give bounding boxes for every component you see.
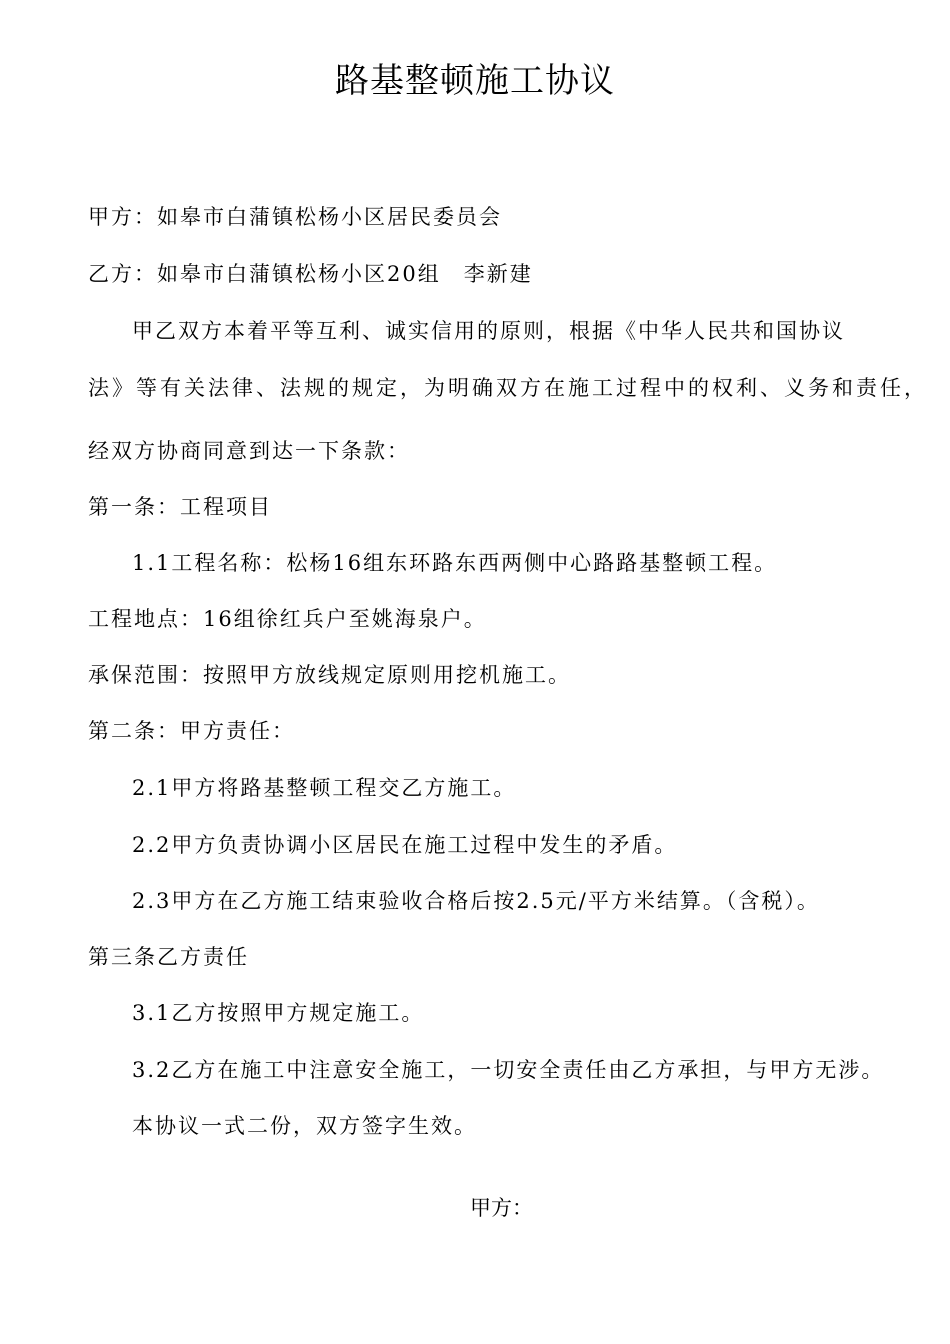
party-b-line: 乙方：如皋市白蒲镇松杨小区20组 李新建 xyxy=(88,262,533,286)
signature-label-party-a: 甲方： xyxy=(470,1196,533,1220)
closing-statement: 本协议一式二份，双方签字生效。 xyxy=(132,1114,477,1138)
party-a-line: 甲方：如皋市白蒲镇松杨小区居民委员会 xyxy=(88,205,502,229)
article-3-item-2: 3.2乙方在施工中注意安全施工，一切安全责任由乙方承担，与甲方无涉。 xyxy=(132,1058,885,1082)
preamble-line-1: 甲乙双方本着平等互利、诚实信用的原则，根据《中华人民共和国协议 xyxy=(132,319,845,343)
article-1-item-1: 1.1工程名称：松杨16组东环路东西两侧中心路路基整顿工程。 xyxy=(132,551,778,575)
article-2-item-3: 2.3甲方在乙方施工结束验收合格后按2.5元/平方米结算。（含税）。 xyxy=(132,889,820,913)
preamble-line-3: 经双方协商同意到达一下条款： xyxy=(88,439,410,463)
article-2-item-1: 2.1甲方将路基整顿工程交乙方施工。 xyxy=(132,776,517,800)
article-2-item-2: 2.2甲方负责协调小区居民在施工过程中发生的矛盾。 xyxy=(132,833,678,857)
article-1-item-2: 工程地点：16组徐红兵户至姚海泉户。 xyxy=(88,607,487,631)
preamble-line-2: 法》等有关法律、法规的规定，为明确双方在施工过程中的权利、义务和责任， xyxy=(88,376,928,400)
document-title: 路基整顿施工协议 xyxy=(335,61,615,101)
article-3-heading: 第三条乙方责任 xyxy=(88,945,249,969)
article-3-item-1: 3.1乙方按照甲方规定施工。 xyxy=(132,1001,425,1025)
article-1-item-3: 承保范围：按照甲方放线规定原则用挖机施工。 xyxy=(88,663,571,687)
article-2-heading: 第二条：甲方责任： xyxy=(88,719,295,743)
article-1-heading: 第一条：工程项目 xyxy=(88,495,272,519)
